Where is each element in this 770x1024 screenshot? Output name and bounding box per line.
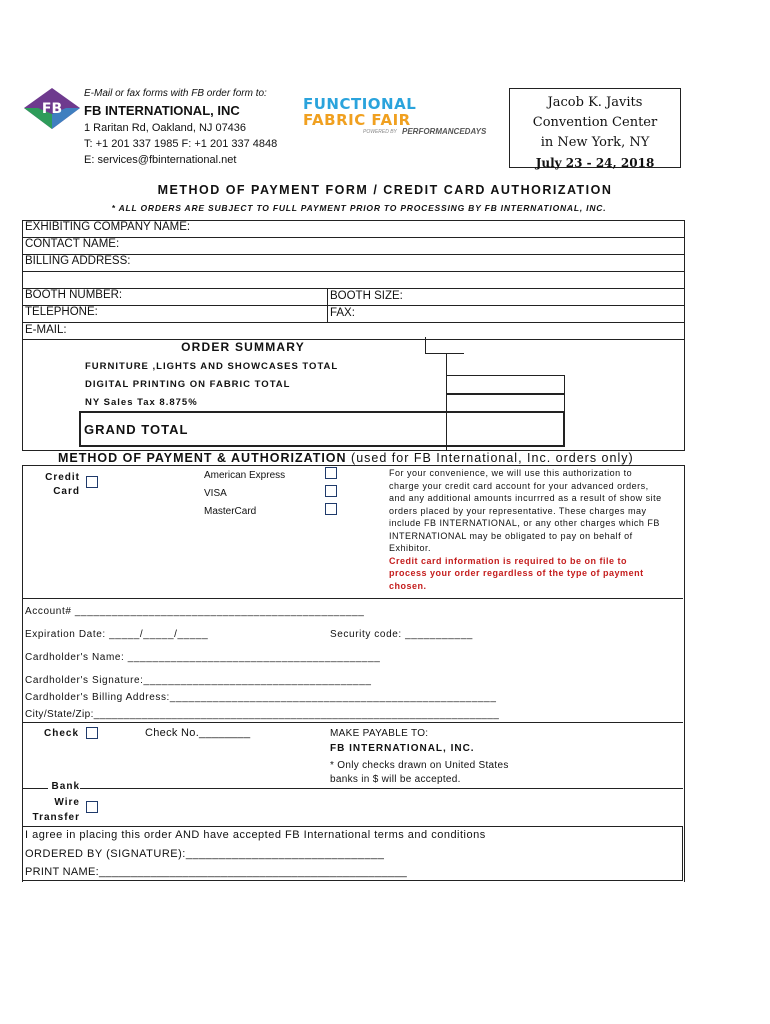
convenience-note-line: include FB INTERNATIONAL, or any other charges which FB [389, 518, 660, 528]
booth-number-label: BOOTH NUMBER: [25, 289, 123, 301]
wire-transfer-checkbox[interactable] [86, 801, 98, 813]
required-note-line: process your order regardless of the type of payment [389, 568, 644, 578]
digital-total-field[interactable] [446, 393, 565, 413]
check-section-rule [22, 722, 683, 723]
company-phone-fax: T: +1 201 337 1985 F: +1 201 337 4848 [84, 138, 278, 150]
fb-logo [22, 86, 82, 131]
exhibiting-company-label: EXHIBITING COMPANY NAME: [25, 221, 191, 233]
convenience-note-line: charge your credit card account for your advanced orders, [389, 480, 649, 491]
venue-line2: Convention Center [532, 115, 658, 130]
form-title: METHOD OF PAYMENT FORM / CREDIT CARD AUTHORIZATION [157, 183, 613, 197]
security-code-field[interactable]: Security code: ___________ [330, 629, 473, 640]
credit-card-label-2: Card [53, 486, 80, 497]
cardholder-signature-field[interactable]: Cardholder's Signature:_____________________________________ [25, 675, 372, 686]
company-email: E: services@fbinternational.net [84, 154, 237, 166]
visa-label: VISA [204, 488, 227, 499]
company-name: FB INTERNATIONAL, INC [84, 103, 240, 118]
sales-tax-label: NY Sales Tax 8.875% [85, 397, 198, 408]
ordered-by-signature-field[interactable]: ORDERED BY (SIGNATURE):______________________________ [25, 848, 385, 860]
order-summary-box [22, 338, 685, 451]
account-number-field[interactable]: Account# _______________________________________________ [25, 606, 365, 617]
payment-section-rule [22, 598, 683, 599]
payment-title-normal: (used for FB International, Inc. orders only) [346, 451, 634, 465]
venue-line1: Jacob K. Javits [547, 95, 643, 110]
required-note-line: Credit card information is required to be on file to [389, 555, 628, 566]
billing-address-label: BILLING ADDRESS: [25, 255, 131, 267]
email-label: E-MAIL: [25, 324, 67, 336]
billing-address-extra-field[interactable] [23, 272, 684, 289]
convenience-note-line: For your convenience, we will use this authorization to [389, 468, 633, 478]
mastercard-checkbox[interactable] [325, 503, 337, 515]
booth-size-label: BOOTH SIZE: [330, 290, 403, 302]
booth-divider [327, 289, 328, 323]
furniture-total-field[interactable] [446, 375, 565, 395]
payment-title [58, 451, 634, 465]
venue-dates: July 23 - 24, 2018 [535, 156, 655, 170]
credit-card-label-1: Credit [45, 472, 80, 483]
amex-label: American Express [204, 470, 286, 481]
required-note-line: chosen. [389, 580, 427, 591]
convenience-note [389, 467, 689, 592]
order-summary-title: ORDER SUMMARY [181, 340, 305, 354]
convenience-note-line: Exhibitor. [389, 543, 432, 553]
event-logo-line1: FUNCTIONAL [303, 95, 417, 113]
billing-address-field[interactable] [23, 255, 684, 272]
event-logo [303, 95, 487, 143]
event-logo-powered: POWERED BY [363, 129, 397, 135]
cardholder-billing-address-field[interactable]: Cardholder's Billing Address:_____________________________________________________ [25, 692, 497, 703]
grand-total-box [79, 411, 565, 447]
mastercard-label: MasterCard [204, 506, 257, 517]
email-fax-note: E-Mail or fax forms with FB order form to: [84, 88, 267, 99]
credit-card-checkbox[interactable] [86, 476, 98, 488]
expiration-date-field[interactable]: Expiration Date: _____/_____/_____ [25, 629, 209, 640]
bank-label: Bank [48, 781, 80, 792]
company-address: 1 Raritan Rd, Oakland, NJ 07436 [84, 122, 247, 134]
checks-note-2: banks in $ will be accepted. [330, 774, 461, 785]
convenience-note-line: and any additional amounts incurrred as a result of show site [389, 493, 662, 503]
exhibitor-info-box [22, 220, 685, 340]
venue-line3: in New York, NY [540, 135, 650, 150]
summary-divider [425, 337, 426, 354]
event-logo-brand: PERFORMANCEDAYS [402, 127, 487, 136]
form-subtitle: * ALL ORDERS ARE SUBJECT TO FULL PAYMENT PRIOR TO PROCESSING BY FB INTERNATIONAL, INC. [111, 203, 607, 213]
svg-text:FB: FB [41, 101, 63, 117]
fax-label: FAX: [330, 307, 355, 319]
contact-name-field[interactable] [23, 238, 684, 255]
cardholder-name-field[interactable]: Cardholder's Name: _________________________________________ [25, 652, 381, 663]
transfer-label: Transfer [32, 812, 80, 823]
venue-box [509, 88, 681, 168]
grand-total-label: GRAND TOTAL [84, 422, 189, 437]
event-logo-line2: FABRIC FAIR [303, 111, 411, 129]
check-checkbox[interactable] [86, 727, 98, 739]
payable-to-label: FB INTERNATIONAL, INC. [330, 743, 475, 754]
convenience-note-line: INTERNATIONAL may be obligated to pay on behalf of [389, 530, 633, 541]
digital-total-label: DIGITAL PRINTING ON FABRIC TOTAL [85, 379, 291, 390]
agreement-statement: I agree in placing this order AND have accepted FB International terms and conditions [25, 829, 486, 841]
furniture-total-label: FURNITURE ,LIGHTS AND SHOWCASES TOTAL [85, 361, 339, 372]
contact-name-label: CONTACT NAME: [25, 238, 120, 250]
city-state-zip-field[interactable]: City/State/Zip:____________________________________________________________________ [25, 709, 500, 720]
check-label: Check [44, 728, 80, 739]
check-number-field[interactable]: Check No.________ [145, 727, 251, 739]
amex-checkbox[interactable] [325, 467, 337, 479]
visa-checkbox[interactable] [325, 485, 337, 497]
telephone-label: TELEPHONE: [25, 306, 98, 318]
exhibiting-company-field[interactable] [23, 221, 684, 238]
print-name-field[interactable]: PRINT NAME:________________________________________________ [25, 866, 408, 878]
make-payable-label: MAKE PAYABLE TO: [330, 728, 429, 739]
wire-section-rule [22, 788, 683, 789]
convenience-note-line: orders placed by your representative. These charges may [389, 505, 647, 516]
payment-title-bold: METHOD OF PAYMENT & AUTHORIZATION [58, 451, 347, 465]
checks-note-1: * Only checks drawn on United States [330, 760, 509, 771]
wire-label: Wire [54, 797, 80, 808]
